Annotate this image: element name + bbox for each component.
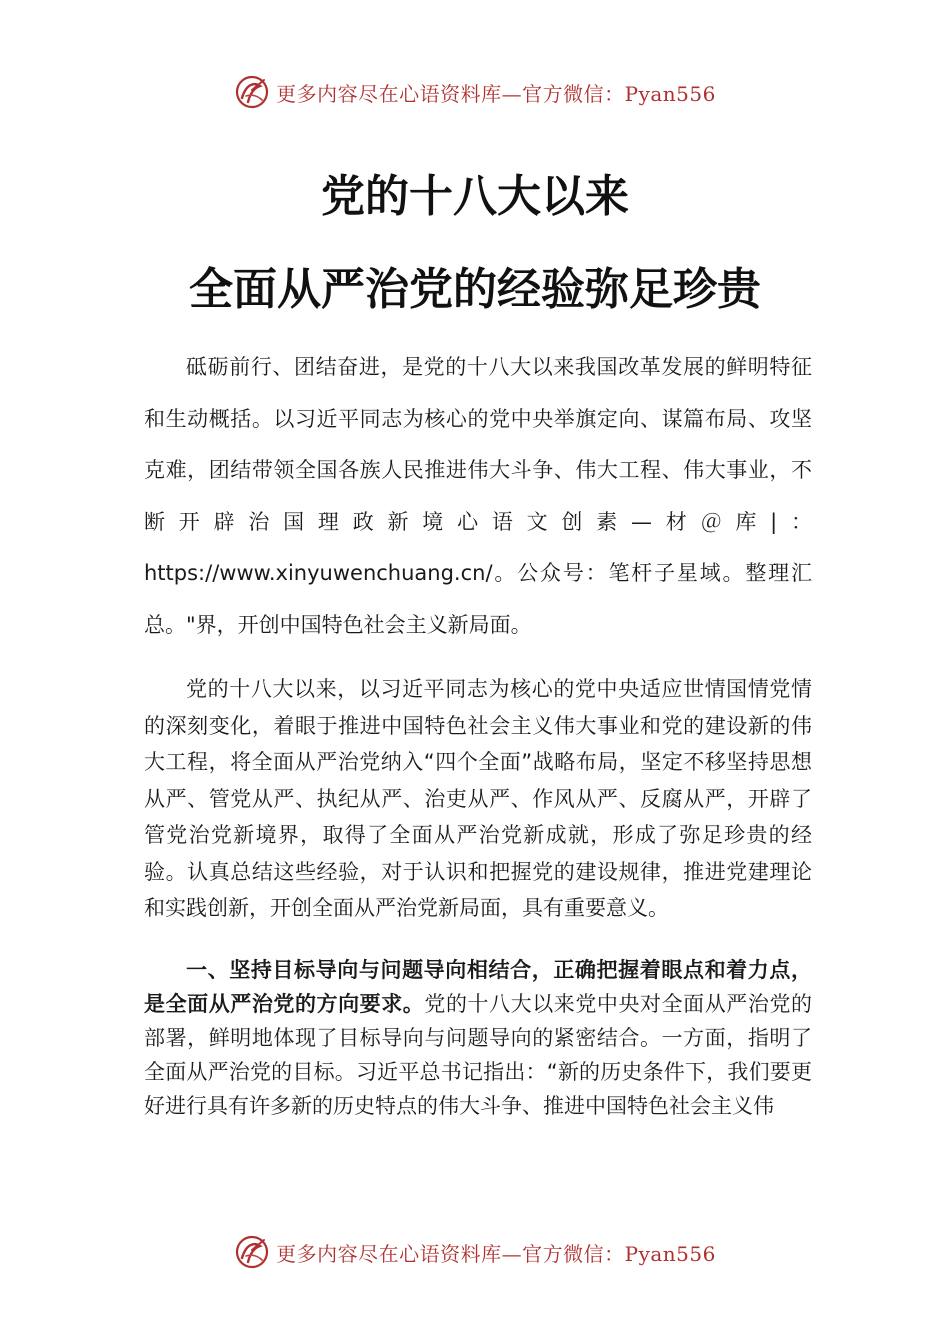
section-heading-1: 一、坚持目标导向与问题导向相结合，正确把握着眼点和着力点，是全面从严治党的方向要求。 <box>144 957 812 1016</box>
page-title-line-2: 全面从严治党的经验弥足珍贵 <box>189 264 761 315</box>
page-title-line-1: 党的十八大以来 <box>321 171 629 222</box>
footer-banner-text: 更多内容尽在心语资料库—官方微信：Pyan556 <box>276 1241 716 1266</box>
paragraph-1: 砥砺前行、团结奋进，是党的十八大以来我国改革发展的鲜明特征和生动概括。以习近平同志为核心的党中央举旗定向、谋篇布局、攻坚克难，团结带领全国各族人民推进伟大斗争、伟大工程、伟大事业，不断开辟治国理政新境心语文创素—材＠库|：https://www.xinyuwenchuang.cn/。公众号：笔杆子星域。整理汇总。"界，开创中国特色社会主义新局面。 <box>144 355 812 637</box>
footer-banner <box>0 1232 950 1272</box>
header-banner <box>0 72 950 112</box>
paragraph-3-text: 党的十八大以来党中央对全面从严治党的部署，鲜明地体现了目标导向与问题导向的紧密结合。一方面，指明了全面从严治党的目标。习近平总书记指出：“新的历史条件下，我们要更好进行具有许多新的历史特点的伟大斗争、推进中国特色社会主义伟 <box>144 991 813 1118</box>
paragraph-3 <box>144 953 812 1123</box>
signature-logo-icon <box>234 1234 270 1270</box>
header-banner-text: 更多内容尽在心语资料库—官方微信：Pyan556 <box>276 81 716 106</box>
article-body <box>144 342 812 1123</box>
paragraph-2: 党的十八大以来，以习近平同志为核心的党中央适应世情国情党情的深刻变化，着眼于推进中国特色社会主义伟大事业和党的建设新的伟大工程，将全面从严治党纳入“四个全面”战略布局，坚定不移坚持思想从严、管党从严、执纪从严、治吏从严、作风从严、反腐从严，开辟了管党治党新境界，取得了全面从严治党新成就，形成了弥足珍贵的经验。认真总结这些经验，对于认识和把握党的建设规律，推进党建理论和实践创新，开创全面从严治党新局面，具有重要意义。 <box>144 677 812 920</box>
signature-logo-icon <box>234 74 270 110</box>
